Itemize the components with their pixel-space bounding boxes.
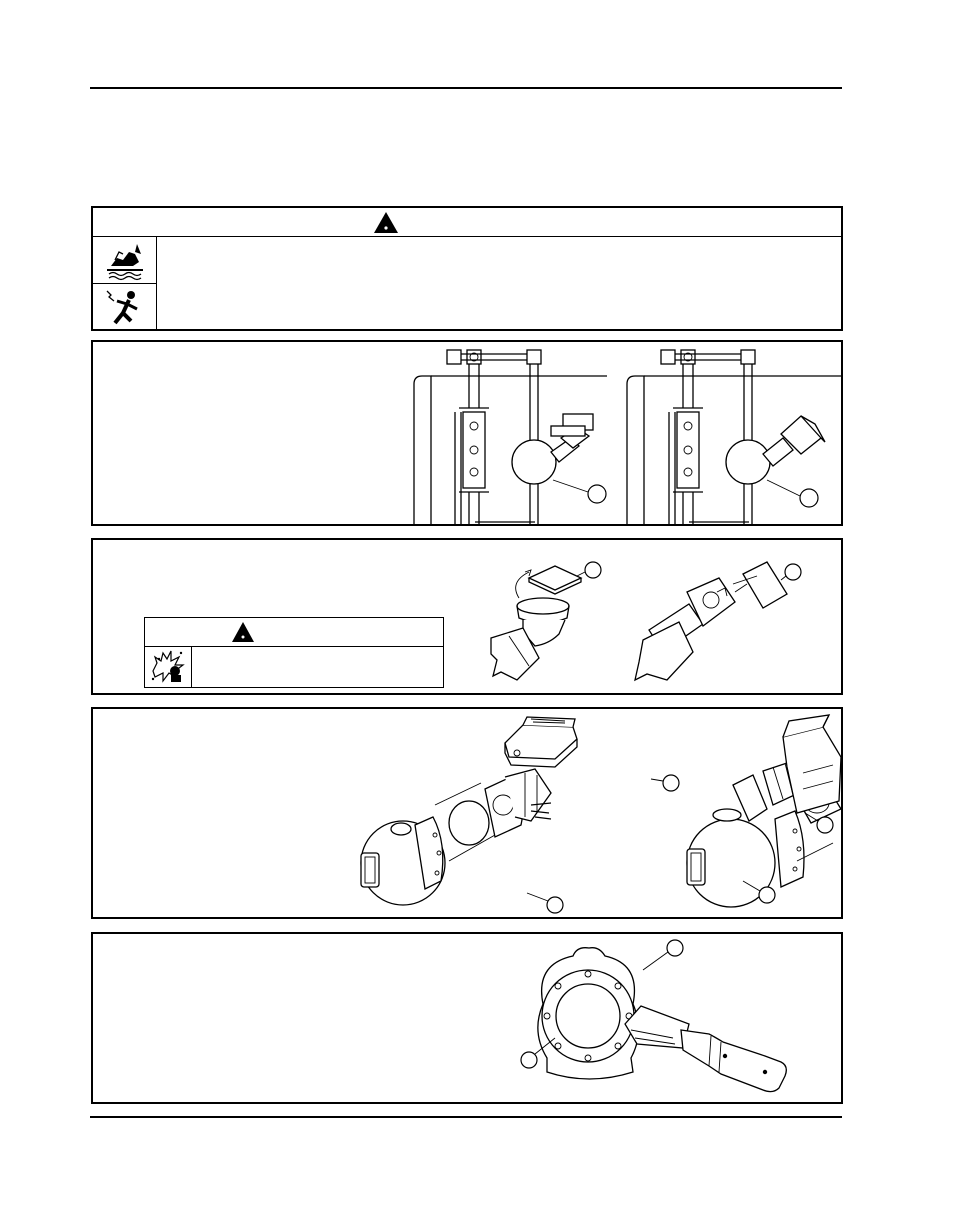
warning-header bbox=[93, 208, 841, 237]
warning-triangle-icon bbox=[373, 211, 399, 234]
inner-warning-triangle-icon bbox=[231, 621, 255, 643]
step-1-panel bbox=[91, 340, 843, 526]
step-1-illustration bbox=[411, 342, 843, 526]
header-rule bbox=[90, 87, 842, 89]
flange-scraper-drawing bbox=[521, 940, 786, 1092]
warning-panel bbox=[91, 206, 843, 331]
cover-removal-drawing bbox=[491, 562, 601, 680]
float-assembly-left-drawing bbox=[361, 717, 679, 913]
explosion-icon bbox=[149, 649, 187, 683]
hot-surface-cell bbox=[93, 236, 157, 284]
step-2-illustration bbox=[489, 548, 841, 690]
footer-rule bbox=[90, 1116, 842, 1118]
explosion-cell bbox=[145, 646, 192, 687]
electric-shock-icon bbox=[105, 287, 145, 327]
hot-surface-icon bbox=[103, 240, 147, 280]
inner-warning-header bbox=[145, 618, 443, 647]
electric-shock-cell bbox=[93, 284, 157, 329]
step-2-panel bbox=[91, 538, 843, 695]
pump-cover-removal-drawing bbox=[635, 562, 801, 680]
boiler-right-drawing bbox=[627, 350, 841, 526]
step-4-illustration bbox=[513, 938, 833, 1102]
boiler-left-drawing bbox=[414, 350, 607, 526]
inner-warning-panel bbox=[144, 617, 444, 688]
step-4-panel bbox=[91, 932, 843, 1104]
step-3-panel bbox=[91, 707, 843, 919]
step-3-illustration-right bbox=[653, 713, 843, 917]
